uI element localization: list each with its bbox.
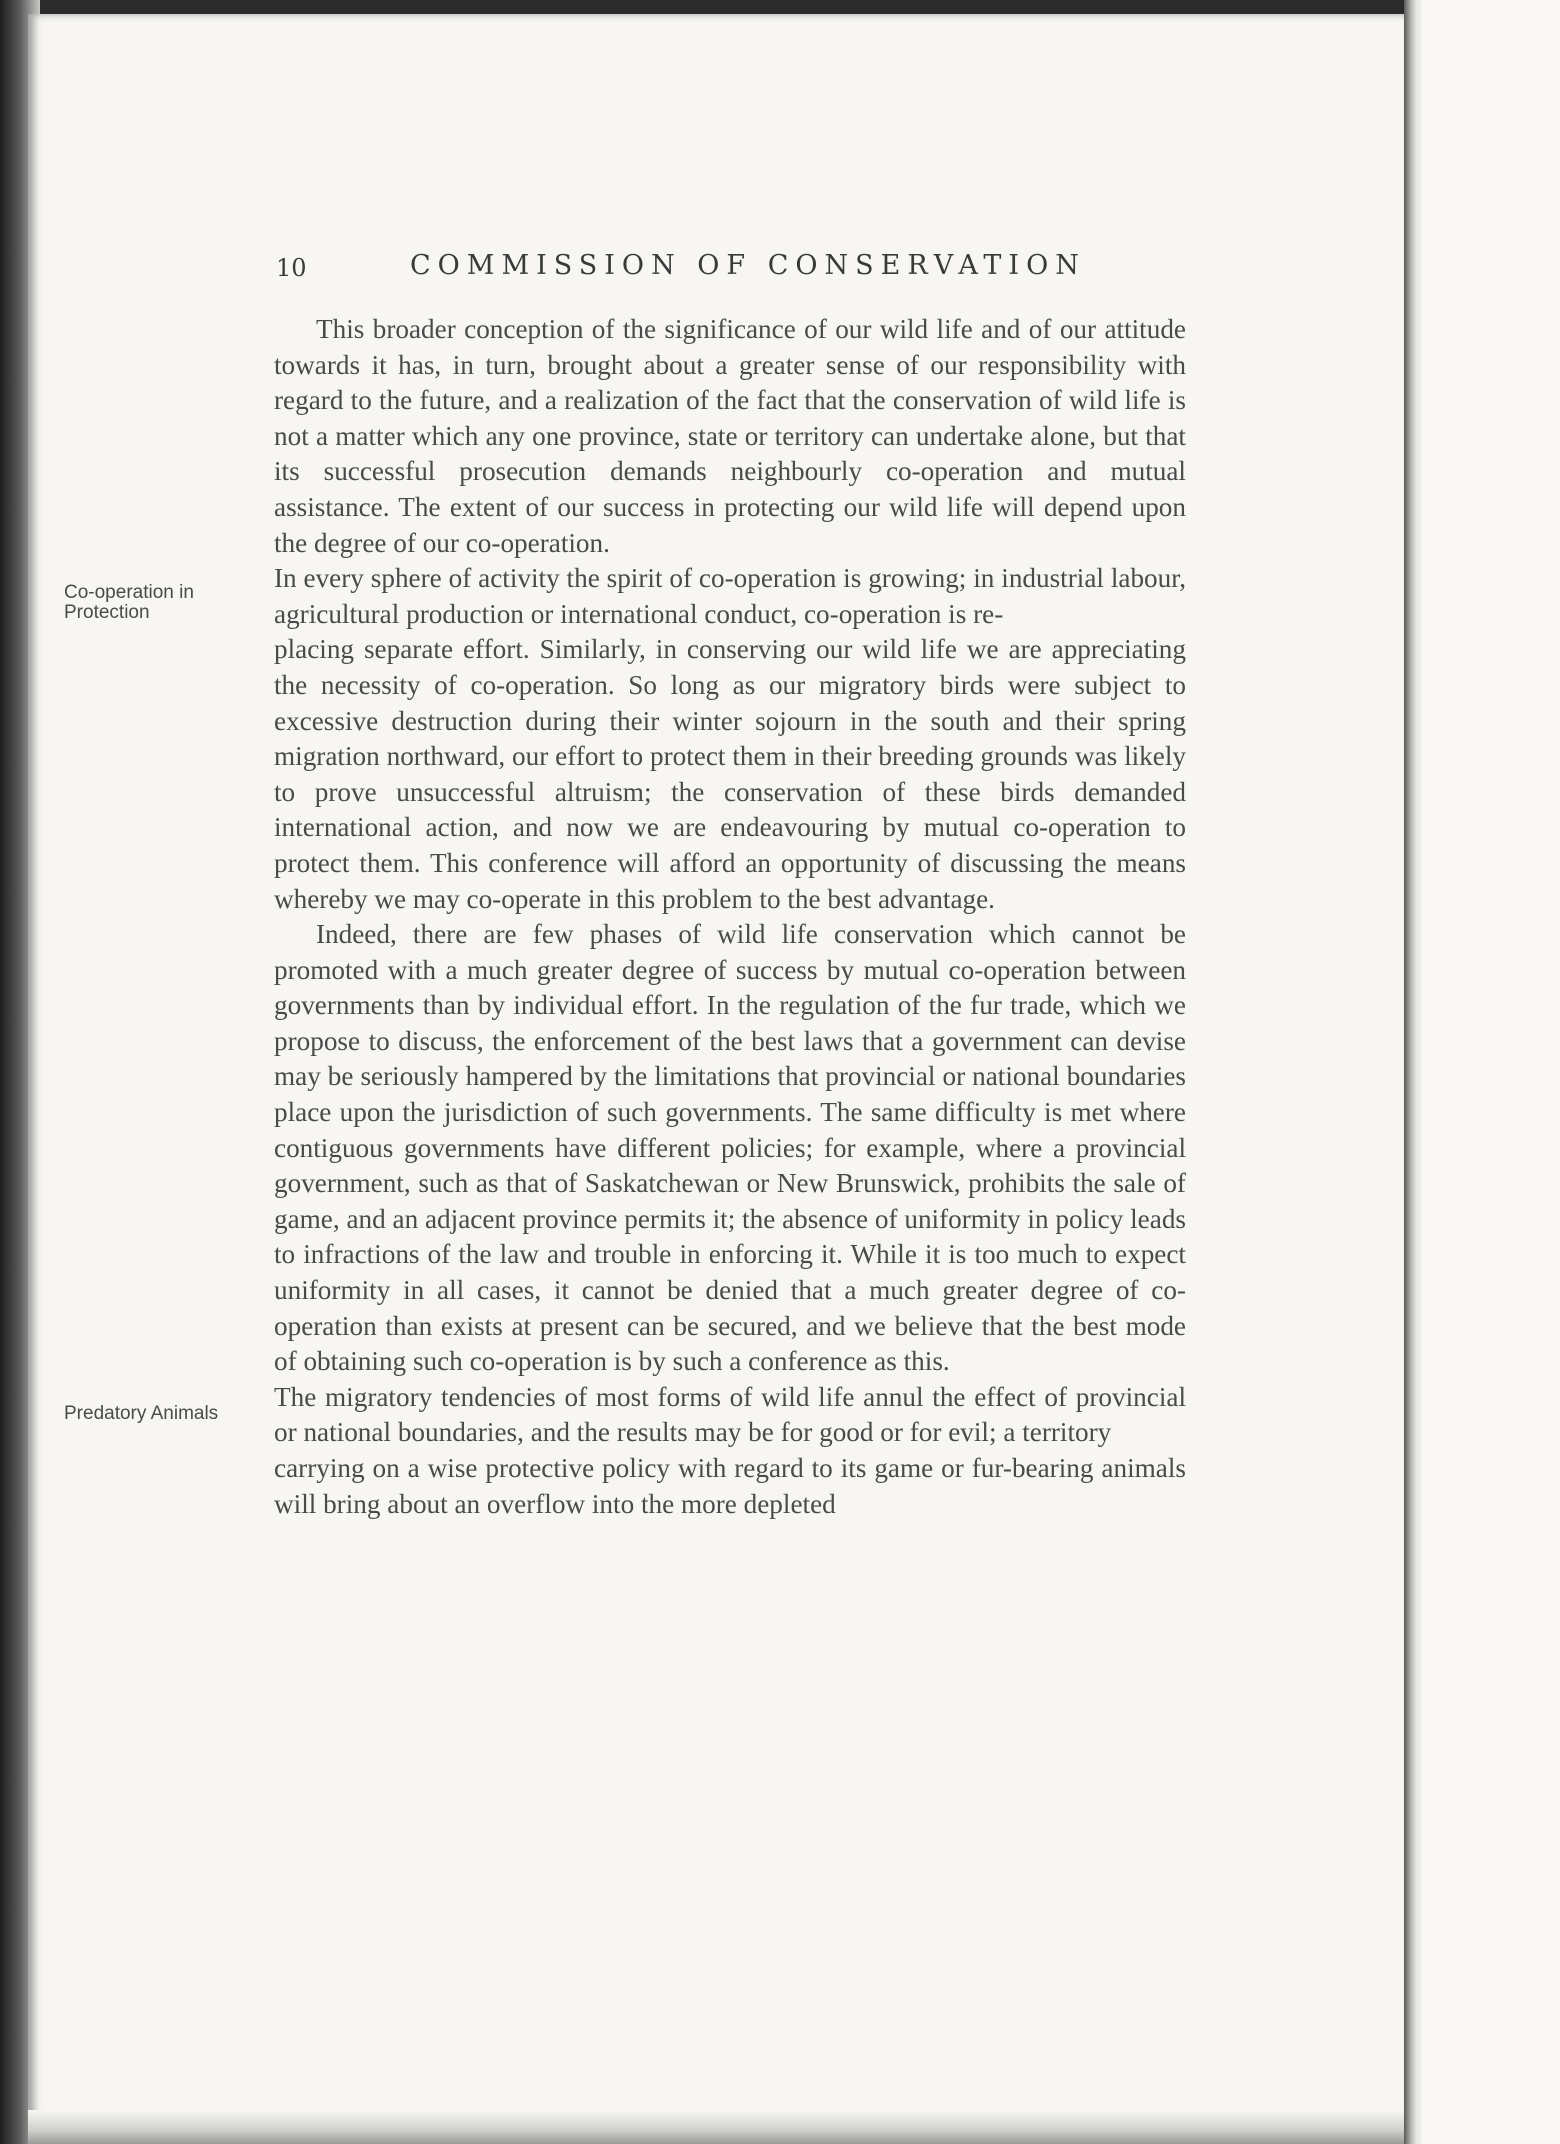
predatory-section — [64, 1380, 1186, 1451]
body-text — [64, 312, 1186, 1522]
facing-page — [1422, 0, 1560, 2144]
page-bottom-edge — [28, 2110, 1418, 2144]
paragraph-3: Indeed, there are few phases of wild life conservation which cannot be promoted with a much greater degree of success by mutual co-operation between governments than by individual effort. In the regulation of the fur trade, which we propose to discuss, the enforcement of the best laws that a government can devise may be seriously hampered by the limitations that provincial or national boundaries place upon the jurisdiction of such governments. The same difficulty is met where contiguous governments have different policies; for example, where a provincial government, such as that of Saskatchewan or New Brunswick, prohibits the sale of game, and an adjacent province permits it; the absence of uniformity in policy leads to infractions of the law and trouble in enforcing it. While it is too much to expect uniformity in all cases, it cannot be denied that a much greater degree of co-operation than exists at present can be secured, and we believe that the best mode of obtaining such co-operation is by such a conference as this. — [274, 919, 1186, 1377]
sidenote-cooperation: Co-operation in Protection — [64, 582, 194, 624]
page-number: 10 — [276, 254, 307, 282]
paragraph-1: This broader conception of the significance of our wild life and of our attitude towards it has, in turn, brought about a greater sense of our responsibility with regard to the future, and a realization of the fact that the conservation of wild life is not a matter which any one province, state or territory can undertake alone, but that its successful prosecution demands neighbourly co-operation and mutual assistance. The extent of our success in protecting our wild life will depend upon the degree of our co-operation. — [274, 314, 1186, 558]
page-fold-shadow — [1404, 0, 1422, 2144]
running-header — [276, 250, 1196, 290]
paragraph-2-continued: placing separate effort. Similarly, in conserving our wild life we are appreciating the necessity of co-operation. So long as our migratory birds were subject to excessive destruction during their winter sojourn in the south and their spring migration northward, our effort to protect them in their breeding grounds was likely to prove unsuccessful altruism; the conservation of these birds demanded international action, and now we are endeavouring by mutual co-operation to protect them. This conference will afford an opportunity of discussing the means whereby we may co-operate in this problem to the best advantage. — [274, 634, 1186, 914]
paragraph-4-continued: carrying on a wise protective policy with regard to its game or fur-bearing animals will bring about an overflow into the more depleted — [274, 1453, 1186, 1519]
running-title: COMMISSION OF CONSERVATION — [410, 250, 1086, 281]
paragraph-2-wrapped: In every sphere of activity the spirit of co-operation is growing; in industrial labour, agricultural production or international conduct, co-operation is re- — [274, 563, 1186, 629]
cooperation-section — [64, 561, 1186, 632]
sidenote-predatory: Predatory Animals — [64, 1402, 219, 1424]
paragraph-4-wrapped: The migratory tendencies of most forms of wild life annul the effect of provincial or national boundaries, and the results may be for good or for evil; a territory — [274, 1381, 1186, 1448]
